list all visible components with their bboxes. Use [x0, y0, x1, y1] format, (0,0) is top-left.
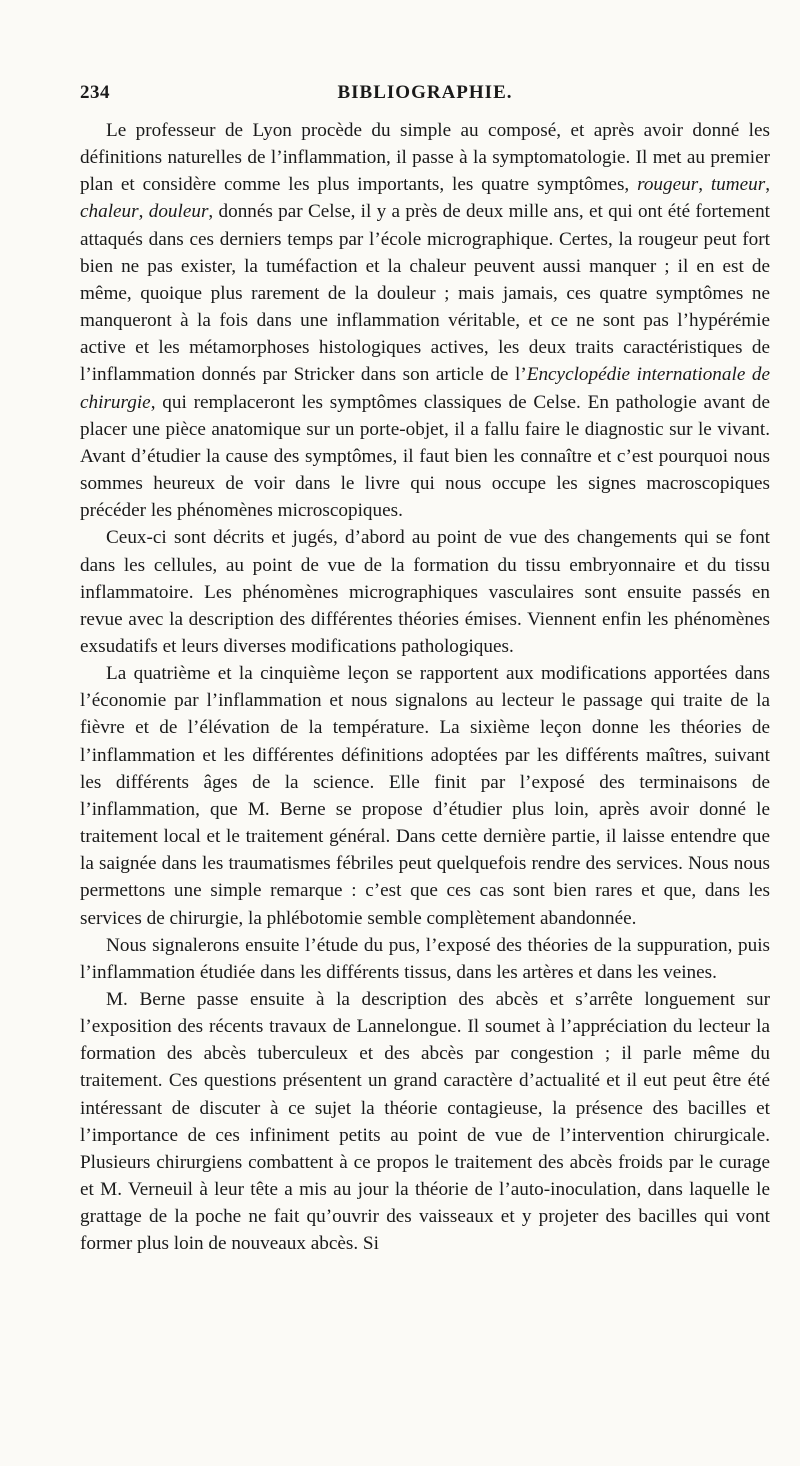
text-run: , — [698, 174, 711, 196]
italic-text: chaleur — [80, 201, 139, 223]
paragraph — [80, 524, 770, 660]
running-title: BIBLIOGRAPHIE. — [337, 82, 513, 103]
italic-text: Encyclopédie internationale de chirurgie — [80, 364, 770, 413]
paragraph — [80, 117, 770, 524]
text-run: Nous signalerons ensuite l’étude du pus, l’exposé des théories de la suppuration, puis l’inflammation étudiée dans les différents tissus, dans les artères et dans les veines. — [80, 934, 770, 983]
text-run: , — [765, 174, 770, 196]
text-run: Le professeur de Lyon procède du simple au composé, et après avoir donné les définitions naturelles de l’inflammation, il passe à la symptomatologie. Il met au premier plan et considère comme les plus importants, les quatre symptômes, — [80, 120, 770, 196]
italic-text: rougeur — [637, 174, 699, 196]
text-run: M. Berne passe ensuite à la description des abcès et s’arrête longuement sur l’exposition des récents travaux de Lannelongue. Il soumet à l’appréciation du lecteur la formation des abcès tuberculeux et des abcès par congestion ; il parle même du traitement. Ces questions présentent un grand caractère d’actualité et il eut peut être été intéressant de discuter à ce sujet la théorie contagieuse, la présence des bacilles et l’importance de ces infiniment petits au point de vue de l’intervention chirurgicale. Plusieurs chirurgiens combattent à ce propos le traitement des abcès froids par le curage et M. Verneuil à leur tête a mis au jour la théorie de l’auto-inoculation, dans laquelle le grattage de la poche ne fait qu’ouvrir des vaisseaux et y projeter des bacilles qui vont former plus loin de nouveaux abcès. Si — [80, 989, 770, 1255]
body-text — [80, 117, 770, 1258]
paragraph — [80, 932, 770, 986]
text-run: , qui remplaceront les symptômes classiques de Celse. En pathologie avant de placer une pièce anatomique sur un porte-objet, il a fallu faire le diagnostic sur le vivant. Avant d’étudier la cause des symptômes, il faut bien les connaître et c’est pourquoi nous sommes heureux de voir dans le livre qui nous occupe les signes macroscopiques précéder les phénomènes microscopiques. — [80, 391, 770, 522]
page-number: 234 — [80, 82, 110, 103]
paragraph — [80, 660, 770, 932]
paragraph — [80, 986, 770, 1258]
italic-text: douleur — [148, 201, 209, 223]
text-run: Ceux-ci sont décrits et jugés, d’abord au point de vue des changements qui se font dans les cellules, au point de vue de la formation du tissu embryonnaire et du tissu inflammatoire. Les phénomènes micrographiques vasculaires sont ensuite passés en revue avec la description des différentes théories émises. Viennent enfin les phénomènes exsudatifs et leurs diverses modifications pathologiques. — [80, 527, 770, 657]
text-run: La quatrième et la cinquième leçon se rapportent aux modifications apportées dans l’économie par l’inflammation et nous signalons au lecteur le passage qui traite de la fièvre et de l’élévation de la température. La sixième leçon donne les théories de l’inflammation et les différentes définitions adoptées par les différents maîtres, suivant les différents âges de la science. Elle finit par l’exposé des terminaisons de l’inflammation, que M. Berne se propose d’étudier plus loin, après avoir donné le traitement local et le traitement général. Dans cette dernière partie, il laisse entendre que la saignée dans les traumatismes fébriles peut quelquefois rendre des services. Nous nous permettons une simple remarque : c’est que ces cas sont bien rares et que, dans les services de chirurgie, la phlébotomie semble complètement abandonnée. — [80, 663, 770, 929]
text-run: , — [138, 201, 149, 223]
page-header — [80, 82, 770, 112]
text-run: , donnés par Celse, il y a près de deux mille ans, et qui ont été fortement attaqués dans ces derniers temps par l’école micrographique. Certes, la rougeur peut fort bien ne pas exister, la tuméfaction et la chaleur peuvent aussi manquer ; il en est de même, quoique plus rarement de la douleur ; mais jamais, ces quatre symptômes ne manqueront à la fois dans une inflammation véritable, et ce ne sont pas l’hypérémie active et les métamorphoses histologiques actives, les deux traits caractéristiques de l’inflammation donnés par Stricker dans son article de l’ — [80, 201, 770, 386]
italic-text: tumeur — [710, 174, 766, 196]
